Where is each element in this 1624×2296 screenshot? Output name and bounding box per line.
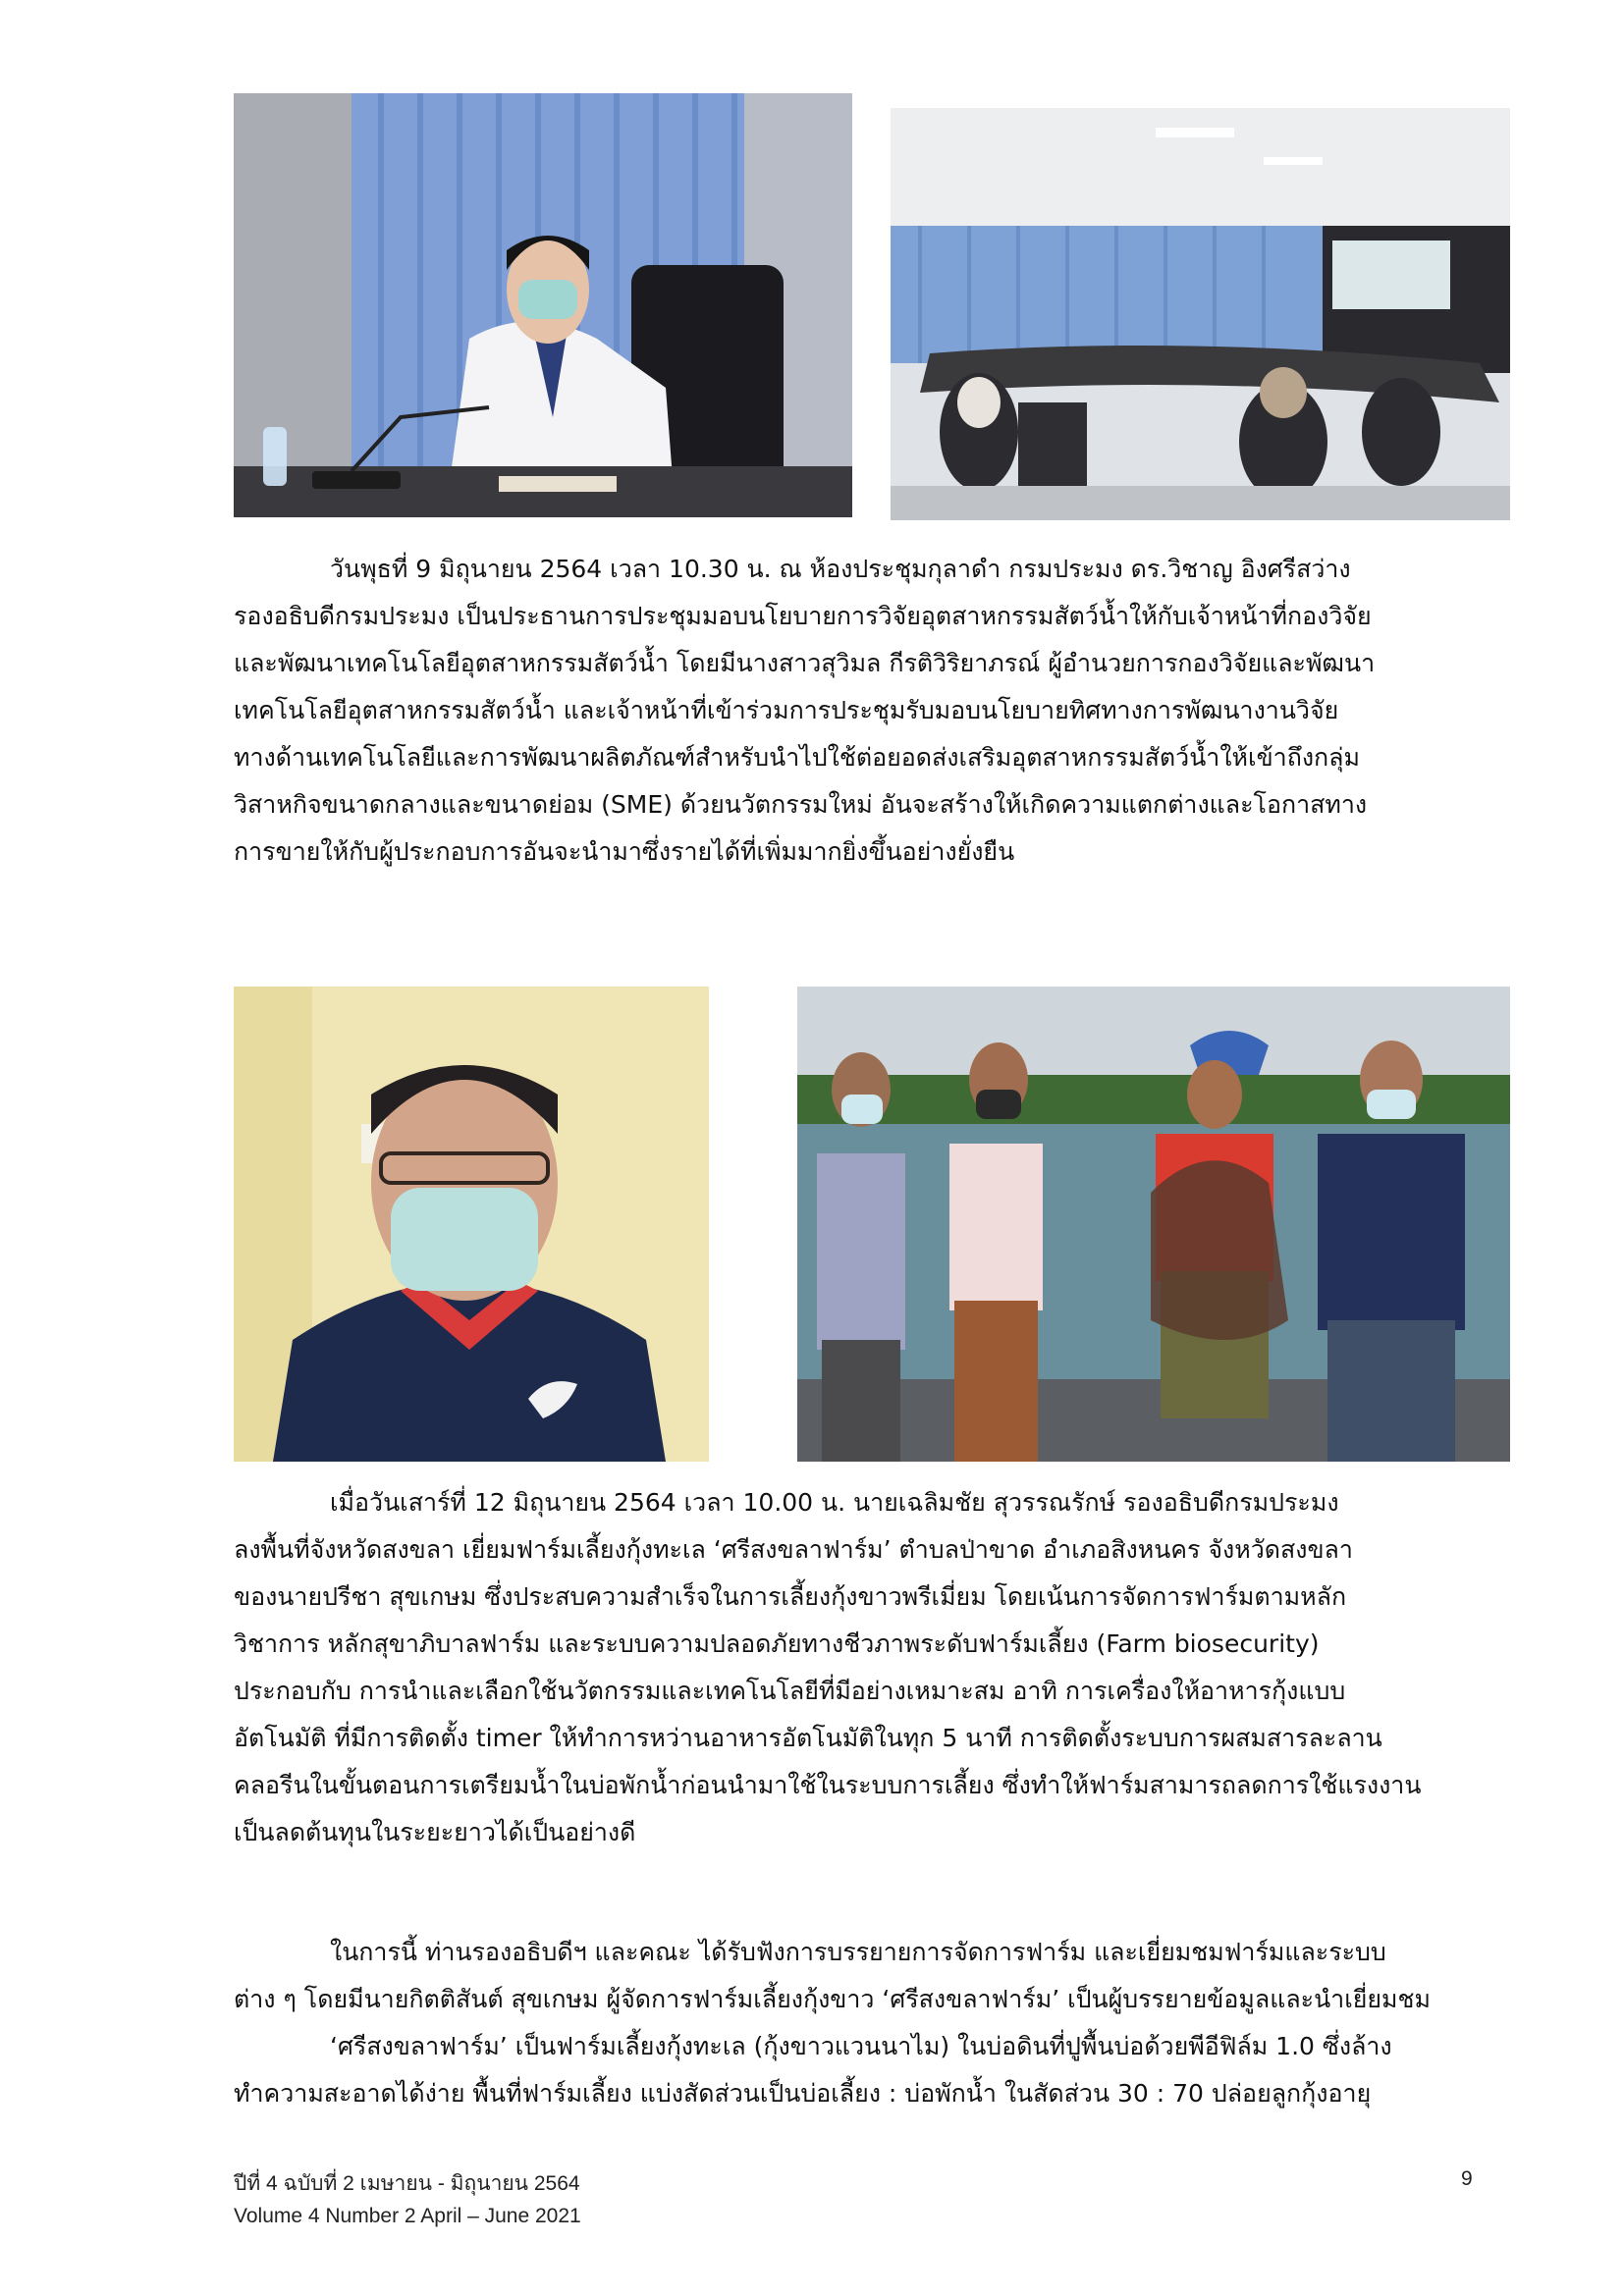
- paragraph-line: เป็นลดต้นทุนในระยะยาวได้เป็นอย่างดี: [234, 1818, 636, 1846]
- paragraph-line: วันพุธที่ 9 มิถุนายน 2564 เวลา 10.30 น. ณ ห้องประชุมกุลาดำ กรมประมง ดร.วิชาญ อิงศรีสว่าง: [330, 555, 1351, 583]
- paragraph-line: ทางด้านเทคโนโลยีและการพัฒนาผลิตภัณฑ์สำหรับนำไปใช้ต่อยอดส่งเสริมอุตสาหกรรมสัตว์น้ำให้เข้าถึงกลุ่ม: [234, 743, 1360, 772]
- page-number: 9: [1461, 2167, 1473, 2190]
- paragraph-line: ของนายปรีชา สุขเกษม ซึ่งประสบความสำเร็จในการเลี้ยงกุ้งขาวพรีเมี่ยม โดยเน้นการจัดการฟาร์มตามหลัก: [234, 1582, 1347, 1611]
- paragraph-line: การขายให้กับผู้ประกอบการอันจะนำมาซึ่งรายได้ที่เพิ่มมากยิ่งขึ้นอย่างยั่งยืน: [234, 837, 1015, 866]
- photo-shrimp-farm-visit: [797, 987, 1510, 1462]
- paragraph-line: ‘ศรีสงขลาฟาร์ม’ เป็นฟาร์มเลี้ยงกุ้งทะเล (กุ้งขาวแวนนาไม) ในบ่อดินที่ปูพื้นบ่อด้วยพีอีฟิล์ม 1.0 ซึ่งล้าง: [330, 2032, 1392, 2060]
- footer-issue-thai: ปีที่ 4 ฉบับที่ 2 เมษายน - มิถุนายน 2564: [234, 2172, 580, 2195]
- paragraph-line: ในการนี้ ท่านรองอธิบดีฯ และคณะ ได้รับฟังการบรรยายการจัดการฟาร์ม และเยี่ยมชมฟาร์มและระบบ: [330, 1938, 1386, 1966]
- photo-conference-room: [891, 108, 1510, 520]
- paragraph-briefing: [234, 1929, 1510, 2023]
- paragraph-meeting: [234, 546, 1510, 876]
- paragraph-line: เมื่อวันเสาร์ที่ 12 มิถุนายน 2564 เวลา 10.00 น. นายเฉลิมชัย สุวรรณรักษ์ รองอธิบดีกรมประมง: [330, 1488, 1339, 1517]
- paragraph-line: ประกอบกับ การนำและเลือกใช้นวัตกรรมและเทคโนโลยีที่มีอย่างเหมาะสม อาทิ การเครื่องให้อาหารกุ้งแบบ: [234, 1677, 1346, 1705]
- paragraph-line: ต่าง ๆ โดยมีนายกิตติสันต์ สุขเกษม ผู้จัดการฟาร์มเลี้ยงกุ้งขาว ‘ศรีสงขลาฟาร์ม’ เป็นผู้บรรยายข้อมูลและนำเยี่ยมชม: [234, 1985, 1431, 2013]
- paragraph-line: และพัฒนาเทคโนโลยีอุตสาหกรรมสัตว์น้ำ โดยมีนางสาวสุวิมล กีรติวิริยาภรณ์ ผู้อำนวยการกองวิจัยและพัฒนา: [234, 649, 1376, 677]
- paragraph-line: คลอรีนในขั้นตอนการเตรียมน้ำในบ่อพักน้ำก่อนนำมาใช้ในระบบการเลี้ยง ซึ่งทำให้ฟาร์มสามารถลดการใช้แรงงาน: [234, 1771, 1422, 1799]
- paragraph-line: รองอธิบดีกรมประมง เป็นประธานการประชุมมอบนโยบายการวิจัยอุตสาหกรรมสัตว์น้ำให้กับเจ้าหน้าที่กองวิจัย: [234, 602, 1372, 630]
- paragraph-line: วิสาหกิจขนาดกลางและขนาดย่อม (SME) ด้วยนวัตกรรมใหม่ อันจะสร้างให้เกิดความแตกต่างและโอกาสทาง: [234, 790, 1368, 819]
- photo-deputy-director-portrait: [234, 987, 709, 1462]
- footer-issue-english: Volume 4 Number 2 April – June 2021: [234, 2205, 581, 2227]
- photo-deputy-director-meeting: [234, 93, 852, 517]
- paragraph-line: ทำความสะอาดได้ง่าย พื้นที่ฟาร์มเลี้ยง แบ่งสัดส่วนเป็นบ่อเลี้ยง : บ่อพักน้ำ ในสัดส่วน 30 : 70 ปล่อยลูกกุ้งอายุ: [234, 2079, 1372, 2108]
- paragraph-farm-visit: [234, 1479, 1510, 1856]
- paragraph-line: อัตโนมัติ ที่มีการติดตั้ง timer ให้ทำการหว่านอาหารอัตโนมัติในทุก 5 นาที การติดตั้งระบบการผสมสารละลาน: [234, 1724, 1382, 1752]
- paragraph-farm-description: [234, 2023, 1510, 2117]
- paragraph-line: เทคโนโลยีอุตสาหกรรมสัตว์น้ำ และเจ้าหน้าที่เข้าร่วมการประชุมรับมอบนโยบายทิศทางการพัฒนางานวิจัย: [234, 696, 1339, 724]
- paragraph-line: ลงพื้นที่จังหวัดสงขลา เยี่ยมฟาร์มเลี้ยงกุ้งทะเล ‘ศรีสงขลาฟาร์ม’ ตำบลป่าขาด อำเภอสิงหนคร จังหวัดสงขลา: [234, 1535, 1353, 1564]
- paragraph-line: วิชาการ หลักสุขาภิบาลฟาร์ม และระบบความปลอดภัยทางชีวภาพระดับฟาร์มเลี้ยง (Farm biosecurity): [234, 1629, 1320, 1658]
